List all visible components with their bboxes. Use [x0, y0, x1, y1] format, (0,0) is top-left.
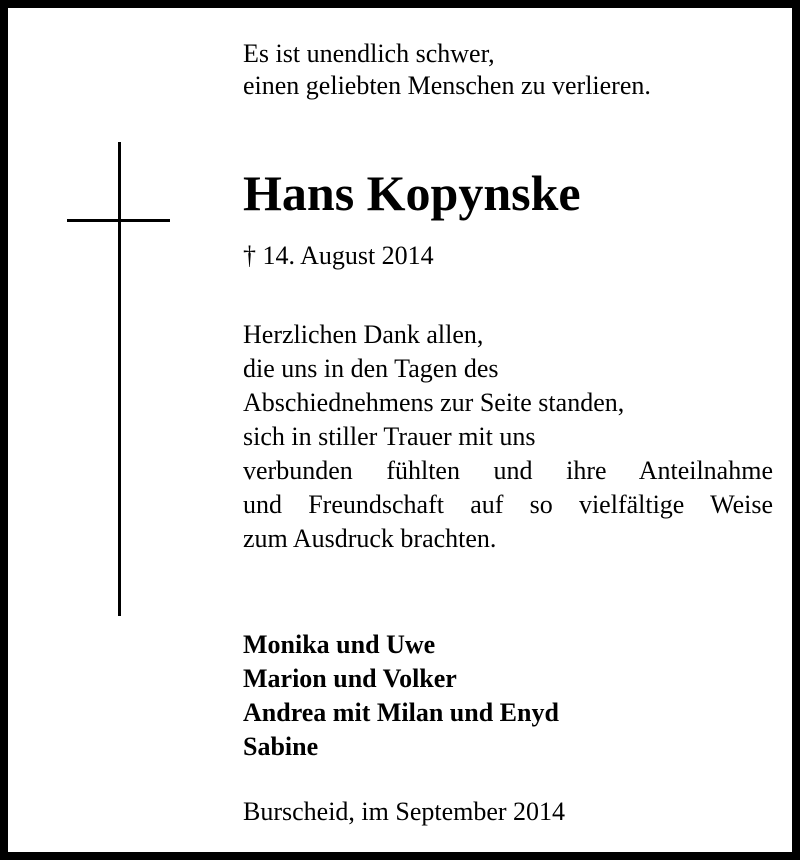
place-date: Burscheid, im September 2014 — [243, 797, 566, 826]
signer: Marion und Volker — [243, 664, 457, 693]
signer: Sabine — [243, 732, 319, 761]
signers-list — [243, 628, 559, 764]
motto-line: Es ist unendlich schwer, — [243, 39, 495, 68]
thanks-line: verbunden fühlten und ihre Anteilnahme — [243, 456, 773, 485]
thanks-text — [243, 318, 773, 556]
thanks-line: und Freundschaft auf so vielfältige Weise — [243, 490, 773, 519]
thanks-line: zum Ausdruck brachten. — [243, 524, 497, 553]
thanks-line: Herzlichen Dank allen, — [243, 320, 484, 349]
motto — [243, 38, 651, 102]
cross-horizontal-beam — [67, 219, 170, 222]
motto-line: einen geliebten Menschen zu verlieren. — [243, 71, 651, 100]
thanks-line: die uns in den Tagen des — [243, 354, 499, 383]
signer: Andrea mit Milan und Enyd — [243, 698, 559, 727]
death-date: † 14. August 2014 — [243, 241, 434, 270]
deceased-name: Hans Kopynske — [243, 165, 581, 221]
signer: Monika und Uwe — [243, 630, 436, 659]
thanks-line: Abschiednehmens zur Seite standen, — [243, 388, 625, 417]
thanks-line: sich in stiller Trauer mit uns — [243, 422, 536, 451]
cross-vertical-beam — [118, 142, 121, 616]
